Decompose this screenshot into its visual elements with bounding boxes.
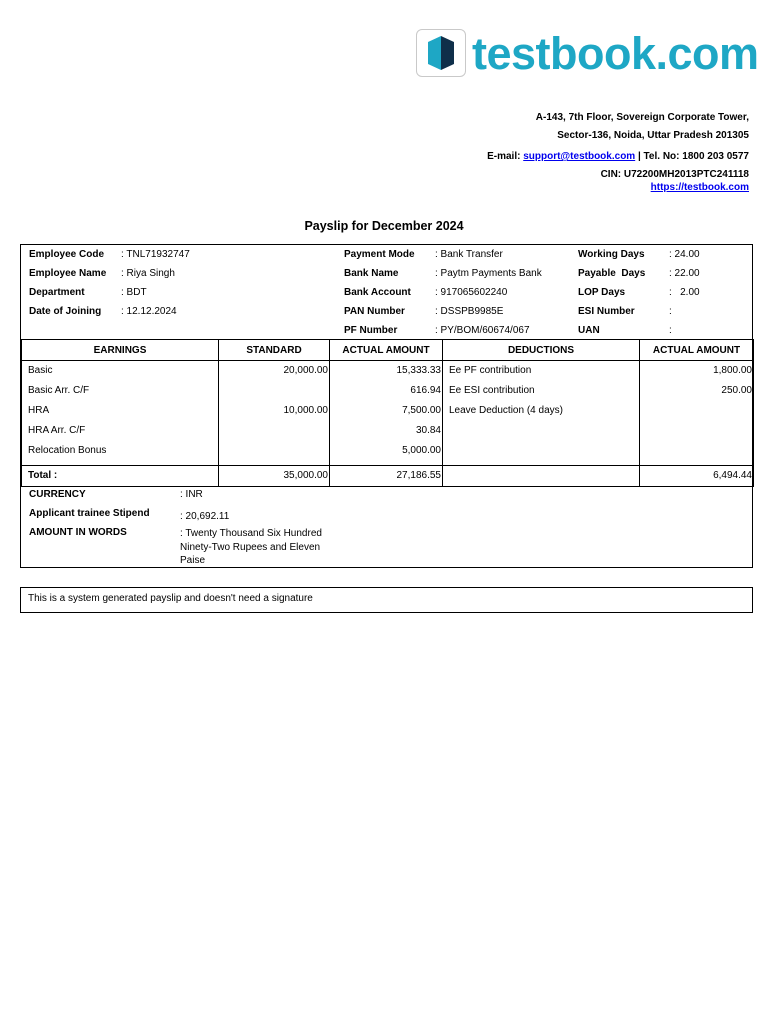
doj-label: Date of Joining [29,306,102,317]
earning-name: HRA [28,405,50,416]
bank-account-value: : 917065602240 [435,287,508,298]
earning-actual: 7,500.00 [402,405,441,416]
earning-actual: 616.94 [410,385,441,396]
lop-days-value: : 2.00 [669,287,700,298]
employee-name-label: Employee Name [29,268,107,279]
deductions-amount-cell [640,361,754,466]
total-deductions-spacer [443,466,640,487]
earning-name: Relocation Bonus [28,445,107,456]
total-deductions: 6,494.44 [640,466,754,487]
department-label: Department [29,287,85,298]
cin-text: CIN: U72200MH2013PTC241118 [600,169,749,180]
brand-name: testbook.com [472,28,759,79]
earning-actual: 5,000.00 [402,445,441,456]
deduction-amount: 250.00 [721,385,752,396]
deduction-amount: 1,800.00 [713,365,752,376]
pf-label: PF Number [344,325,398,336]
earnings-deductions-table [21,339,754,487]
actual-amount-header: ACTUAL AMOUNT [330,340,443,361]
earnings-header: EARNINGS [22,340,219,361]
earning-standard [220,421,328,441]
stipend-label: Applicant trainee Stipend [29,508,150,519]
earning-actual: 15,333.33 [396,365,441,376]
currency-label: CURRENCY [29,489,86,500]
website-line [651,182,749,194]
payslip-title: Payslip for December 2024 [304,219,464,233]
deduction-amount [641,401,752,421]
payable-days-value: : 22.00 [669,268,700,279]
deduction-name: Ee PF contribution [449,365,532,376]
employee-code-label: Employee Code [29,249,105,260]
payment-mode-value: : Bank Transfer [435,249,503,260]
earning-standard: 20,000.00 [283,365,328,376]
working-days-label: Working Days [578,249,645,260]
amount-words-label: AMOUNT IN WORDS [29,527,127,538]
deduction-name: Leave Deduction (4 days) [449,405,563,416]
earning-standard [220,381,328,401]
esi-label: ESI Number [578,306,635,317]
earning-name: Basic Arr. C/F [28,385,90,396]
address-line-2: Sector-136, Noida, Uttar Pradesh 201305 [557,130,749,141]
department-value: : BDT [121,287,147,298]
deductions-header: DEDUCTIONS [443,340,640,361]
esi-value: : [669,306,672,317]
payable-days-label: Payable Days [578,268,646,279]
employee-name-value: : Riya Singh [121,268,175,279]
lop-days-label: LOP Days [578,287,626,298]
bank-account-label: Bank Account [344,287,411,298]
footer-note-box [20,587,753,613]
website-link[interactable]: https://testbook.com [650,182,749,193]
table-body-row [22,361,754,466]
pan-label: PAN Number [344,306,405,317]
payment-mode-label: Payment Mode [344,249,415,260]
bank-name-label: Bank Name [344,268,399,279]
uan-value: : [669,325,672,336]
total-actual: 27,186.55 [330,466,443,487]
tel-text: | Tel. No: 1800 203 0577 [635,151,749,162]
logo-icon [416,29,466,77]
uan-label: UAN [578,325,600,336]
pf-value: : PY/BOM/60674/067 [435,325,530,336]
earnings-standard-cell [219,361,330,466]
bank-name-value: : Paytm Payments Bank [435,268,542,279]
pan-value: : DSSPB9985E [435,306,504,317]
email-label: E-mail: [487,151,524,162]
currency-value: : INR [180,489,203,500]
working-days-value: : 24.00 [669,249,700,260]
earning-actual: 30.84 [415,425,441,436]
deduction-name: Ee ESI contribution [449,385,535,396]
earning-standard: 10,000.00 [283,405,328,416]
earnings-names-cell [22,361,219,466]
doj-value: : 12.12.2024 [121,306,177,317]
amount-words-line: Ninety-Two Rupees and Eleven [180,541,321,553]
total-row [22,466,754,487]
amount-words-line: : Twenty Thousand Six Hundred [180,528,322,539]
deductions-names-cell [443,361,640,466]
stipend-value: : 20,692.11 [180,511,230,522]
earning-name: HRA Arr. C/F [28,425,86,436]
address-line-1: A-143, 7th Floor, Sovereign Corporate Tower, [535,112,749,123]
amount-words-value [180,527,322,568]
amount-words-line: Paise [180,555,206,566]
standard-header: STANDARD [219,340,330,361]
deduction-amount-header: ACTUAL AMOUNT [640,340,754,361]
total-standard: 35,000.00 [219,466,330,487]
earning-name: Basic [28,365,53,376]
earning-standard [220,441,328,461]
footer-note: This is a system generated payslip and doesn't need a signature [28,593,313,604]
email-link[interactable]: support@testbook.com [523,151,636,162]
total-label: Total : [22,466,219,487]
employee-code-value: : TNL71932747 [121,249,190,260]
earnings-actual-cell [330,361,443,466]
contact-line [487,151,749,163]
